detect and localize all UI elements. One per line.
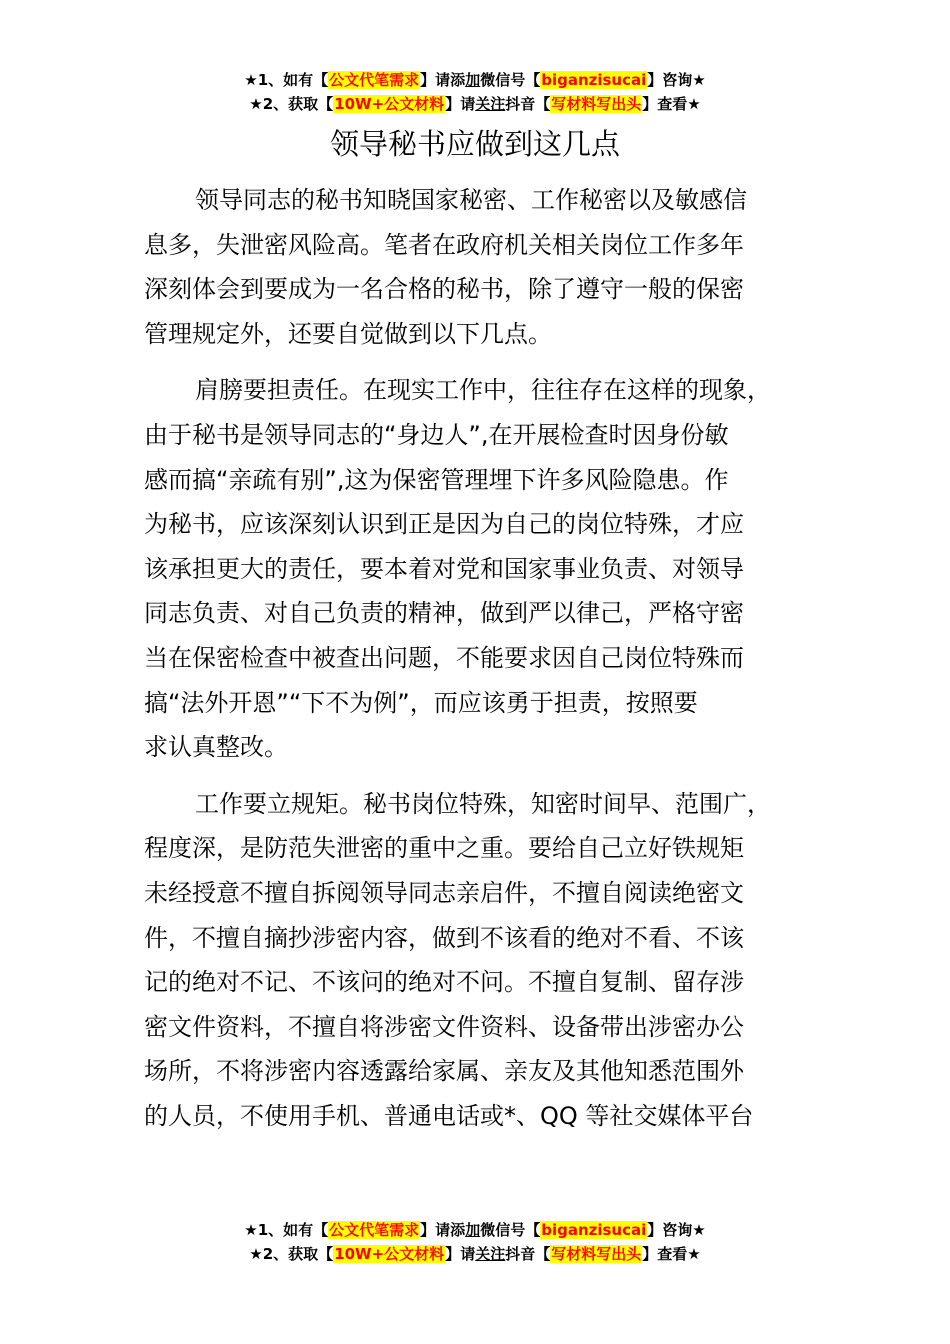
text-line: 工作要立规矩。秘书岗位特殊，知密时间早、范围广， [195, 789, 771, 818]
banner-text: 】请 [445, 1245, 476, 1263]
banner-text: ★1、如有【 [244, 1221, 329, 1239]
text-line: 未经授意不擅自拆阅领导同志亲启件，不擅自阅读绝密文 [144, 878, 744, 907]
text-line: 件，不擅自摘抄涉密内容，做到不该看的绝对不看、不该 [144, 923, 744, 952]
text-line: 场所，不将涉密内容透露给家属、亲友及其他知悉范围外 [144, 1057, 744, 1086]
banner-highlight: 10W+公文材料 [334, 95, 445, 113]
text-line: 搞“法外开恩”“下不为例”，而应该勇于担责，按照要 [144, 688, 698, 717]
text-line: 息多，失泄密风险高。笔者在政府机关相关岗位工作多年 [144, 230, 744, 259]
footer-banner [0, 1218, 950, 1266]
banner-text: ★2、获取【 [249, 1245, 334, 1263]
banner-text: 】咨询★ [647, 1221, 706, 1239]
banner-line-2 [0, 1242, 950, 1266]
banner-highlight: 写材料写出头 [551, 1245, 642, 1263]
banner-underline: 加 [465, 1221, 481, 1239]
banner-highlight: biganzisucai [541, 71, 647, 89]
banner-line-2 [0, 92, 950, 116]
text-line: 同志负责、对自己负责的精神，做到严以律己，严格守密 [144, 599, 744, 628]
banner-highlight: biganzisucai [541, 1221, 647, 1239]
document-title: 领导秘书应做到这几点 [329, 127, 620, 161]
banner-line-1 [0, 1218, 950, 1242]
banner-text: 】请添 [420, 1221, 466, 1239]
text-line: 领导同志的秘书知晓国家秘密、工作秘密以及敏感信 [195, 186, 747, 214]
banner-text: 】咨询★ [647, 71, 706, 89]
banner-highlight: 公文代笔需求 [329, 1221, 420, 1239]
banner-text: 】查看★ [642, 95, 701, 113]
text-line: 由于秘书是领导同志的“身边人”,在开展检查时因身份敏 [144, 420, 729, 449]
paragraph-2 [144, 368, 809, 769]
banner-highlight: 写材料写出头 [551, 95, 642, 113]
text-line: 程度深，是防范失泄密的重中之重。要给自己立好铁规矩 [144, 834, 744, 863]
banner-underline: 加 [465, 71, 481, 89]
paragraph-1 [144, 178, 809, 356]
header-banner [0, 68, 950, 116]
banner-highlight: 10W+公文材料 [334, 1245, 445, 1263]
text-line: 管理规定外，还要自觉做到以下几点。 [144, 319, 552, 348]
banner-underline: 关注 [475, 95, 506, 113]
banner-line-1 [0, 68, 950, 92]
banner-text: ★2、获取【 [249, 95, 334, 113]
banner-text: 抖音【 [505, 1245, 551, 1263]
text-line: 当在保密检查中被查出问题，不能要求因自己岗位特殊而 [144, 643, 744, 672]
banner-underline: 关注 [475, 1245, 506, 1263]
text-line: 记的绝对不记、不该问的绝对不问。不擅自复制、留存涉 [144, 968, 744, 997]
text-line: 求认真整改。 [144, 733, 288, 762]
banner-text: 微信号【 [480, 1221, 541, 1239]
text-line: 感而搞“亲疏有别”,这为保密管理埋下许多风险隐患。作 [144, 465, 729, 494]
banner-text: 】请添 [420, 71, 466, 89]
banner-text: 】查看★ [642, 1245, 701, 1263]
text-line: 密文件资料，不擅自将涉密文件资料、设备带出涉密办公 [144, 1012, 744, 1041]
text-line: 深刻体会到要成为一名合格的秘书，除了遵守一般的保密 [144, 275, 744, 304]
banner-text: ★1、如有【 [244, 71, 329, 89]
banner-text: 】请 [445, 95, 476, 113]
text-line: 该承担更大的责任，要本着对党和国家事业负责、对领导 [144, 554, 744, 583]
text-line: 肩膀要担责任。在现实工作中，往往存在这样的现象， [195, 376, 771, 405]
text-line: 的人员，不使用手机、普通电话或*、QQ 等社交媒体平台 [144, 1101, 754, 1130]
document-body [144, 178, 809, 1150]
banner-text: 抖音【 [505, 95, 551, 113]
paragraph-3 [144, 782, 809, 1139]
banner-text: 微信号【 [480, 71, 541, 89]
banner-highlight: 公文代笔需求 [329, 71, 420, 89]
text-line: 为秘书，应该深刻认识到正是因为自己的岗位特殊，才应 [144, 510, 744, 539]
